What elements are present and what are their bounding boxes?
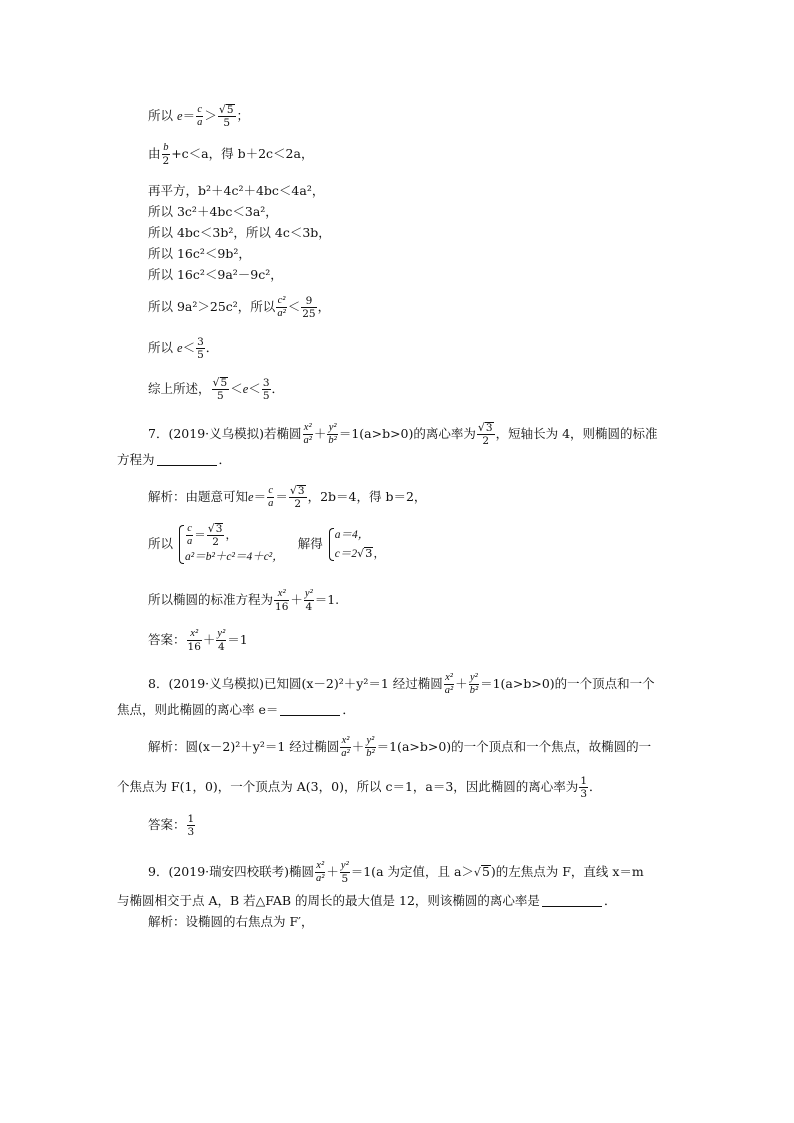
punct: ． bbox=[271, 381, 285, 396]
text: 焦点，则此椭圆的离心率 e＝ bbox=[117, 702, 279, 717]
numerator: x² bbox=[187, 628, 202, 641]
q7-stem-line2 bbox=[117, 452, 231, 468]
line-from-b2 bbox=[148, 142, 313, 167]
denominator: a² bbox=[316, 873, 325, 884]
numerator: c² bbox=[277, 295, 286, 306]
numerator: b bbox=[163, 142, 169, 153]
sqrt: √5 bbox=[218, 103, 234, 116]
sqrt: √5 bbox=[212, 376, 228, 389]
frac-3-5 bbox=[262, 377, 271, 402]
frac-x2-a2 bbox=[315, 860, 325, 885]
text: ，2b＝4，得 b＝2， bbox=[307, 489, 427, 504]
denominator: a bbox=[187, 536, 193, 547]
text: 解得 bbox=[297, 536, 323, 551]
frac-b-2 bbox=[162, 142, 171, 167]
numerator: 3 bbox=[197, 336, 204, 348]
text: 由 bbox=[148, 146, 161, 161]
denominator: 2 bbox=[294, 498, 302, 510]
punct: ． bbox=[589, 779, 602, 794]
numerator: x² bbox=[274, 588, 289, 601]
q7-stem bbox=[148, 422, 658, 447]
frac-x2-a2 bbox=[444, 672, 454, 697]
text: ＝1(a 为定值，且 a＞ bbox=[350, 864, 474, 879]
denominator: a bbox=[268, 498, 274, 509]
text: 所以椭圆的标准方程为 bbox=[148, 592, 274, 607]
numerator: 1 bbox=[580, 775, 587, 787]
punct: ， bbox=[373, 546, 385, 560]
q7-answer bbox=[148, 628, 248, 653]
radicand: 5 bbox=[220, 377, 228, 389]
eq-sign: ＝ bbox=[194, 527, 206, 542]
denominator: b² bbox=[366, 748, 375, 759]
frac-rt3-2 bbox=[289, 485, 307, 510]
punct: ， bbox=[317, 299, 331, 314]
sqrt: √3 bbox=[357, 546, 373, 560]
denominator: 3 bbox=[580, 788, 587, 800]
numerator: x² bbox=[303, 422, 312, 433]
numerator bbox=[477, 422, 495, 435]
eq-sign: ＝ bbox=[275, 489, 288, 504]
denominator: a bbox=[197, 117, 203, 128]
line-9a2 bbox=[148, 295, 330, 320]
numerator bbox=[218, 104, 236, 117]
denominator: 2 bbox=[482, 435, 490, 447]
line-16c2: 所以 16c²＜9b²， bbox=[148, 246, 251, 261]
sqrt: √3 bbox=[477, 421, 493, 434]
numerator: c bbox=[197, 104, 203, 115]
denominator: 5 bbox=[197, 349, 204, 361]
frac-1-3 bbox=[187, 813, 196, 838]
q8-stem-line2 bbox=[117, 702, 355, 718]
q8-solution-2 bbox=[117, 775, 602, 800]
answer-label: 答案： bbox=[148, 817, 186, 832]
answer-blank[interactable] bbox=[280, 703, 340, 716]
frac-rt5-5 bbox=[212, 377, 230, 402]
system-row bbox=[185, 523, 284, 548]
numerator bbox=[212, 377, 230, 390]
q9-stem-line2 bbox=[117, 893, 616, 909]
plus: ＋ bbox=[351, 739, 365, 754]
frac-c-a bbox=[267, 485, 274, 510]
punct: ； bbox=[236, 108, 250, 123]
sqrt: √5 bbox=[473, 864, 490, 879]
denominator: 5 bbox=[262, 390, 270, 402]
frac-c2-a2 bbox=[276, 295, 286, 320]
equation-system bbox=[177, 523, 284, 566]
eq-sign: ＝ bbox=[182, 108, 196, 123]
lt-sign: ＜ bbox=[230, 381, 243, 396]
text: 所以 bbox=[148, 340, 174, 355]
numerator: x² bbox=[445, 672, 453, 683]
text: 所以 bbox=[148, 108, 174, 123]
frac-c-a bbox=[186, 523, 193, 548]
numerator: y² bbox=[340, 860, 349, 871]
frac-x2-16 bbox=[274, 588, 289, 613]
q9-label: 9．(2019·瑞安四校联考)椭圆 bbox=[148, 864, 314, 879]
plus: ＋ bbox=[313, 426, 327, 441]
frac-3-5 bbox=[196, 336, 205, 361]
sqrt: √3 bbox=[207, 522, 223, 535]
var-e: e bbox=[248, 490, 254, 504]
answer-blank[interactable] bbox=[542, 894, 602, 907]
denominator: 16 bbox=[275, 601, 289, 613]
denominator: a² bbox=[277, 308, 286, 319]
line-square: 再平方，b²＋4c²＋4bc＜4a²， bbox=[148, 183, 325, 198]
text: c＝2 bbox=[334, 548, 358, 560]
denominator: 16 bbox=[187, 641, 201, 653]
punct: ． bbox=[218, 452, 232, 467]
denominator: a² bbox=[303, 435, 312, 446]
text: 与椭圆相交于点 A，B 若△FAB 的周长的最大值是 12，则该椭圆的离心率是 bbox=[117, 893, 540, 908]
punct: ． bbox=[603, 893, 617, 908]
system-row: a＝4， bbox=[334, 529, 370, 541]
system-row bbox=[335, 544, 385, 563]
numerator bbox=[289, 485, 307, 498]
numerator: x² bbox=[316, 860, 325, 871]
var-e: e bbox=[177, 341, 183, 355]
numerator: c bbox=[187, 523, 192, 534]
denominator: 5 bbox=[223, 117, 231, 129]
radicand: 5 bbox=[226, 104, 234, 116]
text: )的左焦点为 F，直线 x＝m bbox=[490, 864, 644, 879]
numerator: 3 bbox=[262, 377, 270, 389]
text: ＝1(a>b>0)的一个顶点和一个 bbox=[480, 676, 655, 691]
gt-sign: ＞ bbox=[204, 108, 217, 123]
frac-rt3-2 bbox=[477, 422, 495, 447]
numerator: c bbox=[268, 485, 274, 496]
denominator: 4 bbox=[217, 641, 225, 653]
line-e-lt bbox=[148, 336, 218, 361]
plus: ＋ bbox=[290, 592, 303, 607]
lt-sign: ＜ bbox=[248, 381, 261, 396]
equation-system bbox=[327, 526, 385, 563]
lt-sign: ＜ bbox=[182, 340, 196, 355]
text: +c＜a，得 b＋2c＜2a， bbox=[171, 146, 314, 161]
text: 综上所述， bbox=[148, 381, 211, 396]
line-e-gt bbox=[148, 104, 249, 129]
denominator: 5 bbox=[341, 873, 349, 885]
radicand: 3 bbox=[297, 485, 305, 497]
denominator: a² bbox=[341, 748, 350, 759]
plus: ＋ bbox=[202, 632, 216, 647]
radicand: 3 bbox=[485, 422, 493, 434]
line-summary bbox=[148, 377, 284, 402]
text: ＝1(a>b>0)的离心率为 bbox=[338, 426, 476, 441]
radicand: 3 bbox=[215, 523, 223, 535]
sqrt: √3 bbox=[289, 484, 305, 497]
punct: ， bbox=[225, 527, 237, 542]
denominator: a² bbox=[444, 685, 454, 696]
denominator: 25 bbox=[302, 308, 316, 320]
frac-y2-5 bbox=[340, 860, 350, 885]
frac-x2-a2 bbox=[340, 735, 350, 760]
denominator: 5 bbox=[217, 390, 224, 402]
radicand: 3 bbox=[365, 546, 373, 560]
line-4bc: 所以 4bc＜3b²，所以 4c＜3b， bbox=[148, 225, 331, 240]
eq-sign: ＝ bbox=[253, 489, 267, 504]
q8-answer bbox=[148, 813, 196, 838]
var-e: e bbox=[242, 382, 249, 396]
lt-sign: ＜ bbox=[287, 299, 301, 314]
text: ＝1 bbox=[227, 632, 248, 647]
q8-stem bbox=[148, 672, 655, 697]
frac-x2-16 bbox=[187, 628, 202, 653]
line-16c2-9a2: 所以 16c²＜9a²－9c²， bbox=[148, 267, 283, 282]
denominator: b² bbox=[328, 435, 337, 446]
numerator: 1 bbox=[187, 813, 195, 825]
text: 所以 bbox=[148, 536, 174, 551]
frac-y2-b2 bbox=[365, 735, 375, 760]
frac-y2-4 bbox=[304, 588, 314, 613]
numerator: y² bbox=[469, 672, 478, 683]
frac-1-3 bbox=[579, 775, 588, 800]
numerator bbox=[207, 523, 225, 536]
plus: ＋ bbox=[455, 676, 468, 691]
frac-y2-4 bbox=[216, 628, 226, 653]
numerator: y² bbox=[304, 588, 313, 599]
numerator: 9 bbox=[301, 295, 316, 308]
plus: ＋ bbox=[326, 864, 339, 879]
numerator: x² bbox=[341, 735, 350, 746]
denominator: b² bbox=[469, 685, 479, 696]
denominator: 4 bbox=[305, 601, 313, 613]
frac-c-a bbox=[196, 104, 203, 129]
var-e: e bbox=[177, 109, 183, 123]
frac-9-25 bbox=[301, 295, 316, 320]
answer-blank[interactable] bbox=[157, 453, 217, 466]
q8-label: 8．(2019·义乌模拟)已知圆(x－2)²＋y²＝1 经过椭圆 bbox=[148, 676, 443, 691]
punct: ． bbox=[342, 702, 355, 717]
text: 方程为 bbox=[117, 452, 155, 467]
q8-solution-1 bbox=[148, 735, 651, 760]
q7-label: 7．(2019·义乌模拟)若椭圆 bbox=[148, 426, 302, 441]
text: 解析：由题意可知 bbox=[148, 489, 249, 504]
text: ＝1(a>b>0)的一个顶点和一个焦点，故椭圆的一 bbox=[376, 739, 652, 754]
text: 解析：圆(x－2)²＋y²＝1 经过椭圆 bbox=[148, 739, 340, 754]
answer-label: 答案： bbox=[148, 632, 186, 647]
numerator: y² bbox=[366, 735, 375, 746]
q7-solution-1 bbox=[148, 485, 426, 510]
text: 个焦点为 F(1，0)，一个顶点为 A(3，0)，所以 c＝1，a＝3，因此椭圆的离心率为 bbox=[117, 779, 579, 794]
radicand: 5 bbox=[481, 864, 490, 879]
q7-solution-3 bbox=[148, 588, 339, 613]
q7-solution-2 bbox=[148, 523, 385, 566]
denominator: 2 bbox=[212, 536, 219, 548]
frac-y2-b2 bbox=[327, 422, 337, 447]
text: 所以 9a²＞25c²，所以 bbox=[148, 299, 276, 314]
line-3c2: 所以 3c²＋4bc＜3a²， bbox=[148, 204, 278, 219]
text: ＝1. bbox=[314, 592, 340, 607]
q9-stem bbox=[148, 860, 644, 885]
numerator: y² bbox=[328, 422, 337, 433]
frac-rt3-2 bbox=[207, 523, 225, 548]
system-row: a²＝b²＋c²＝4＋c²， bbox=[185, 551, 284, 563]
denominator: 2 bbox=[162, 155, 170, 167]
frac-rt5-5 bbox=[218, 104, 236, 129]
numerator: y² bbox=[217, 628, 226, 639]
q9-solution-1: 解析：设椭圆的右焦点为 F′， bbox=[148, 914, 314, 929]
text: ，短轴长为 4，则椭圆的标准 bbox=[495, 426, 658, 441]
frac-y2-b2 bbox=[469, 672, 479, 697]
punct: ． bbox=[205, 340, 219, 355]
denominator: 3 bbox=[187, 826, 195, 838]
frac-x2-a2 bbox=[303, 422, 313, 447]
